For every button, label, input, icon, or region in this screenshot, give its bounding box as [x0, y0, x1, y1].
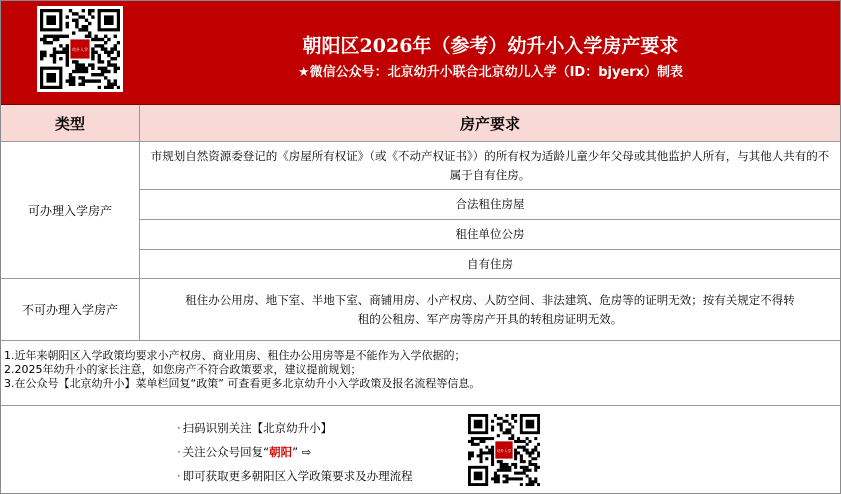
requirement-row: 合法租住房屋: [140, 190, 840, 220]
header-banner: [1, 1, 840, 105]
svg-text:幼升入学: 幼升入学: [496, 448, 512, 453]
note-item: 2.2025年幼升小的家长注意，如您房产不符合政策要求，建议提前规划；: [4, 363, 362, 376]
footer-section: [1, 406, 840, 493]
page-title: 朝阳区2026年（参考）幼升小入学房产要求: [302, 35, 679, 57]
requirement-row: 自有住房: [140, 250, 840, 279]
note-item: 3.在公众号【北京幼升小】菜单栏回复“政策” 可查看更多北京幼升小入学政策及报名流程等信息。: [4, 377, 481, 390]
column-header-requirement: 房产要求: [459, 114, 520, 133]
qr-code-icon: [37, 6, 123, 92]
keyword: 朝阳: [269, 445, 293, 459]
page-subtitle: ★微信公众号：北京幼升小联合北京幼儿入学（ID：bjyerx）制表: [297, 65, 684, 80]
footer-line: · 关注公众号回复“朝阳” ⇨: [177, 445, 312, 459]
table-header-row: [1, 105, 840, 142]
type-ineligible: 不可办理入学房产: [1, 279, 140, 341]
type-eligible: 可办理入学房产: [1, 142, 140, 279]
requirement-row: 租住办公用房、地下室、半地下室、商铺用房、小产权房、人防空间、非法建筑、危房等的证明无效；按有关规定不得转租的公租房、军产房等房产开具的转租房证明无效。: [140, 279, 840, 341]
notes-section: [1, 341, 840, 406]
note-item: 1.近年来朝阳区入学政策均要求小产权房、商业用房、租住办公用房等是不能作为入学依据的；: [4, 349, 466, 362]
requirement-row: 市规划自然资源委登记的《房屋所有权证》（或《不动产权证书》）的所有权为适龄儿童少年父母或其他监护人所有，与其他人共有的不属于自有住房。: [140, 142, 840, 190]
svg-text:幼升入学: 幼升入学: [72, 47, 88, 52]
arrow-icon: ⇨: [301, 445, 312, 459]
requirement-row: 租住单位公房: [140, 220, 840, 250]
footer-line: · 扫码识别关注【北京幼升小】: [177, 421, 333, 435]
qr-code-icon: [468, 414, 540, 486]
footer-line: · 即可获取更多朝阳区入学政策要求及办理流程: [177, 469, 413, 483]
column-header-type: 类型: [1, 105, 140, 141]
